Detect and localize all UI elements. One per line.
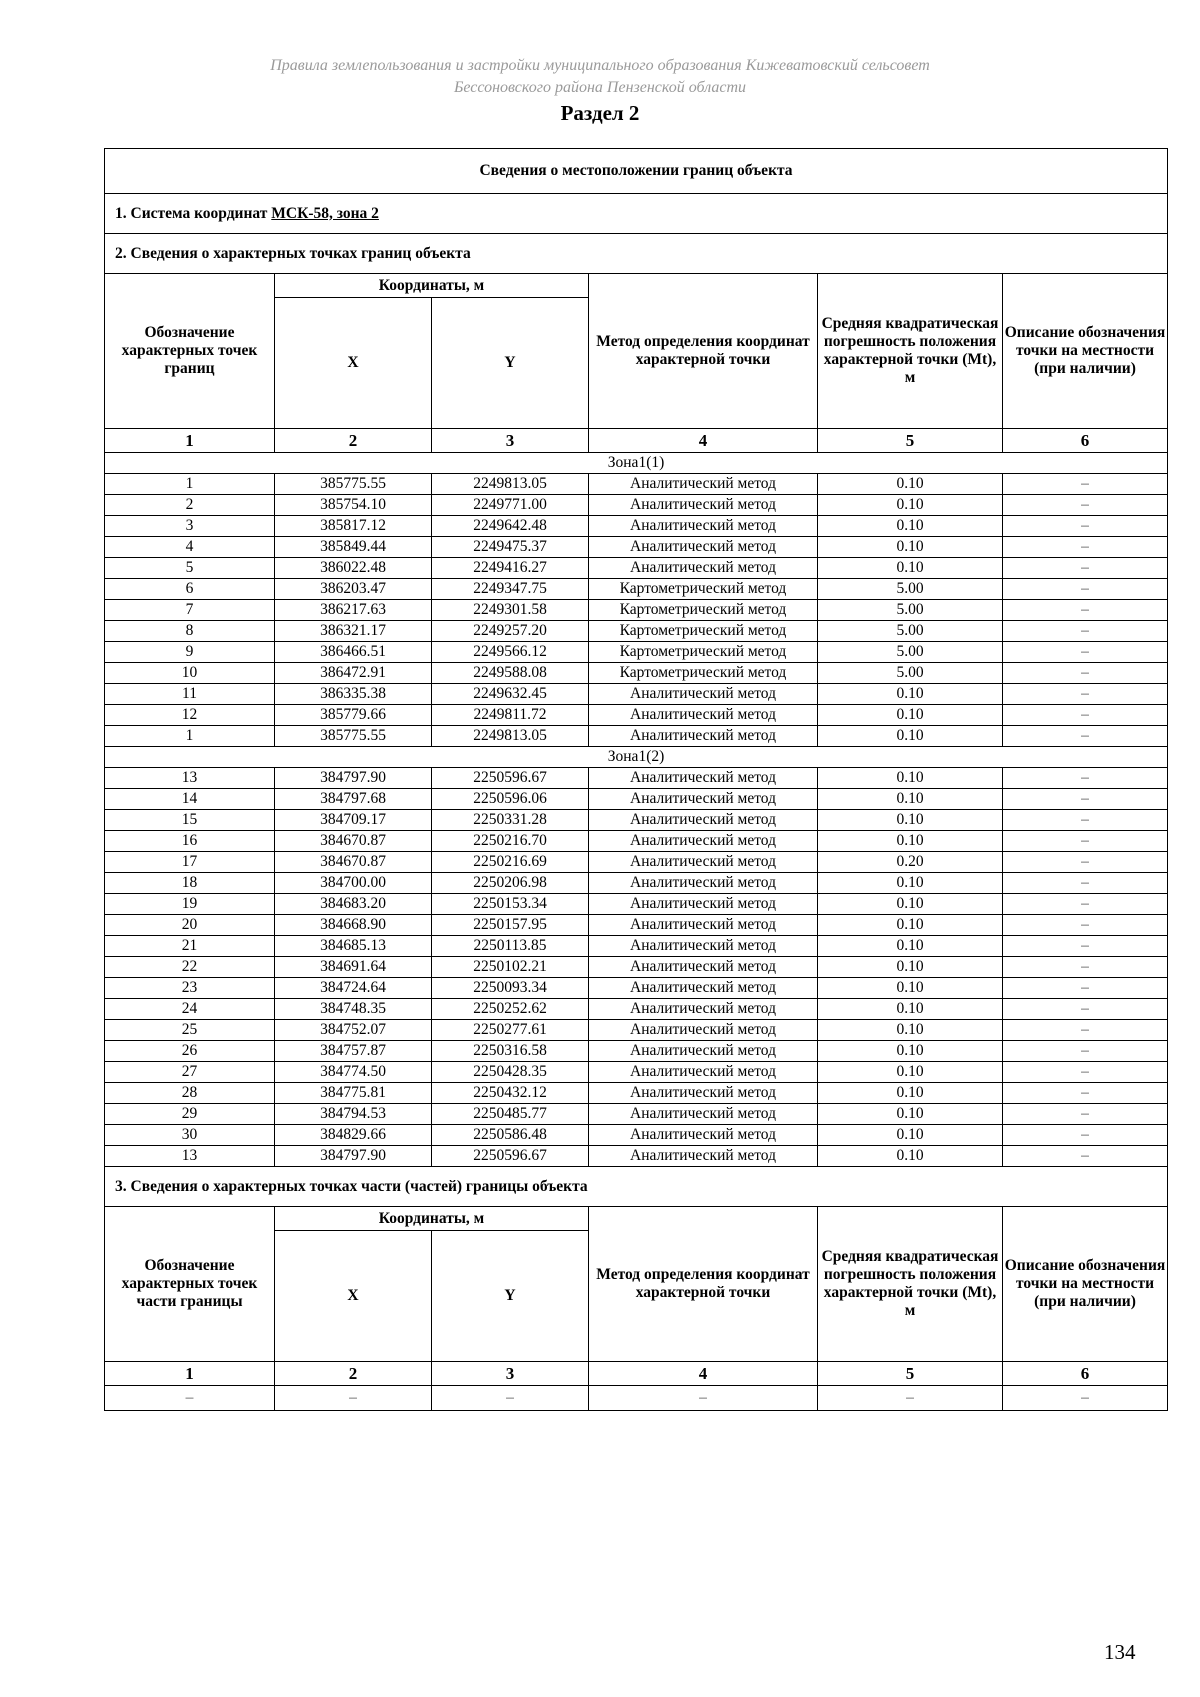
zone-label: Зона1(2) — [105, 747, 1168, 768]
part-col-coordinates-header: Координаты, м — [275, 1207, 589, 1231]
y-coordinate: 2250113.85 — [432, 936, 589, 957]
col-x-header: X — [275, 298, 432, 429]
y-coordinate: 2250596.06 — [432, 789, 589, 810]
point-id: 8 — [105, 621, 275, 642]
error: 0.10 — [818, 684, 1003, 705]
y-coordinate: 2250586.48 — [432, 1125, 589, 1146]
x-coordinate: 384691.64 — [275, 957, 432, 978]
column-number: 4 — [589, 1362, 818, 1386]
y-coordinate: 2250316.58 — [432, 1041, 589, 1062]
error: 0.10 — [818, 936, 1003, 957]
table-row — [105, 852, 1168, 873]
page-number: 134 — [1104, 1640, 1136, 1664]
x-coordinate: 386466.51 — [275, 642, 432, 663]
zone-row — [105, 453, 1168, 474]
error: 0.10 — [818, 1062, 1003, 1083]
coordinate-system-value: МСК-58, зона 2 — [271, 204, 379, 222]
description: – — [1003, 831, 1168, 852]
col-method-header: Метод определения координат характерной точки — [589, 274, 818, 429]
table-row — [105, 537, 1168, 558]
point-id: 13 — [105, 768, 275, 789]
table-row — [105, 789, 1168, 810]
point-id: 19 — [105, 894, 275, 915]
description: – — [1003, 516, 1168, 537]
column-number: 5 — [818, 429, 1003, 453]
table-row — [105, 495, 1168, 516]
table-row — [105, 474, 1168, 495]
point-id: 26 — [105, 1041, 275, 1062]
table-row — [105, 915, 1168, 936]
error: 0.10 — [818, 1083, 1003, 1104]
method: Аналитический метод — [589, 537, 818, 558]
method: Аналитический метод — [589, 936, 818, 957]
x-coordinate: 385779.66 — [275, 705, 432, 726]
x-coordinate: 384797.68 — [275, 789, 432, 810]
section-2-title: 2. Сведения о характерных точках границ объекта — [105, 234, 1168, 274]
x-coordinate: 384748.35 — [275, 999, 432, 1020]
y-coordinate: 2250206.98 — [432, 873, 589, 894]
method: Аналитический метод — [589, 726, 818, 747]
point-id: 17 — [105, 852, 275, 873]
point-id: 18 — [105, 873, 275, 894]
y-coordinate: 2249811.72 — [432, 705, 589, 726]
x-coordinate: 386217.63 — [275, 600, 432, 621]
col-description-header: Описание обозначения точки на местности (при наличии) — [1003, 274, 1168, 429]
method: Аналитический метод — [589, 978, 818, 999]
part-method: – — [589, 1386, 818, 1411]
method: Аналитический метод — [589, 852, 818, 873]
zone-row — [105, 747, 1168, 768]
table-row — [105, 936, 1168, 957]
point-id: 13 — [105, 1146, 275, 1167]
y-coordinate: 2249813.05 — [432, 726, 589, 747]
x-coordinate: 386321.17 — [275, 621, 432, 642]
point-id: 24 — [105, 999, 275, 1020]
x-coordinate: 384829.66 — [275, 1125, 432, 1146]
description: – — [1003, 1125, 1168, 1146]
method: Аналитический метод — [589, 999, 818, 1020]
description: – — [1003, 558, 1168, 579]
error: 0.10 — [818, 726, 1003, 747]
error: 5.00 — [818, 642, 1003, 663]
section-3-row — [105, 1167, 1168, 1207]
x-coordinate: 385817.12 — [275, 516, 432, 537]
description: – — [1003, 915, 1168, 936]
method: Аналитический метод — [589, 684, 818, 705]
x-coordinate: 385775.55 — [275, 474, 432, 495]
point-id: 4 — [105, 537, 275, 558]
y-coordinate: 2250277.61 — [432, 1020, 589, 1041]
error: 0.10 — [818, 705, 1003, 726]
y-coordinate: 2249642.48 — [432, 516, 589, 537]
x-coordinate: 386203.47 — [275, 579, 432, 600]
method: Картометрический метод — [589, 579, 818, 600]
y-coordinate: 2250428.35 — [432, 1062, 589, 1083]
y-coordinate: 2249257.20 — [432, 621, 589, 642]
boundary-table — [104, 148, 1168, 1411]
column-number: 6 — [1003, 429, 1168, 453]
x-coordinate: 384794.53 — [275, 1104, 432, 1125]
table-row — [105, 999, 1168, 1020]
part-header-row — [105, 1207, 1168, 1231]
x-coordinate: 384685.13 — [275, 936, 432, 957]
y-coordinate: 2249347.75 — [432, 579, 589, 600]
table-row — [105, 705, 1168, 726]
table-row — [105, 1041, 1168, 1062]
point-id: 23 — [105, 978, 275, 999]
method: Картометрический метод — [589, 621, 818, 642]
y-coordinate: 2249771.00 — [432, 495, 589, 516]
part-x-coordinate: – — [275, 1386, 432, 1411]
method: Аналитический метод — [589, 873, 818, 894]
y-coordinate: 2250252.62 — [432, 999, 589, 1020]
method: Картометрический метод — [589, 663, 818, 684]
error: 0.10 — [818, 1041, 1003, 1062]
x-coordinate: 384668.90 — [275, 915, 432, 936]
method: Аналитический метод — [589, 768, 818, 789]
table-row — [105, 894, 1168, 915]
x-coordinate: 384757.87 — [275, 1041, 432, 1062]
x-coordinate: 384670.87 — [275, 852, 432, 873]
method: Аналитический метод — [589, 516, 818, 537]
error: 0.10 — [818, 978, 1003, 999]
y-coordinate: 2249416.27 — [432, 558, 589, 579]
method: Аналитический метод — [589, 810, 818, 831]
x-coordinate: 384774.50 — [275, 1062, 432, 1083]
method: Аналитический метод — [589, 558, 818, 579]
column-number: 2 — [275, 429, 432, 453]
method: Аналитический метод — [589, 1125, 818, 1146]
y-coordinate: 2249813.05 — [432, 474, 589, 495]
table-row — [105, 1125, 1168, 1146]
method: Аналитический метод — [589, 894, 818, 915]
error: 0.10 — [818, 516, 1003, 537]
description: – — [1003, 579, 1168, 600]
error: 5.00 — [818, 663, 1003, 684]
x-coordinate: 384724.64 — [275, 978, 432, 999]
error: 5.00 — [818, 621, 1003, 642]
point-id: 1 — [105, 474, 275, 495]
x-coordinate: 385849.44 — [275, 537, 432, 558]
point-id: 1 — [105, 726, 275, 747]
part-col-x-header: X — [275, 1231, 432, 1362]
point-id: 11 — [105, 684, 275, 705]
table-row — [105, 684, 1168, 705]
table-row — [105, 663, 1168, 684]
table-row — [105, 810, 1168, 831]
description: – — [1003, 1041, 1168, 1062]
point-id: 7 — [105, 600, 275, 621]
description: – — [1003, 1062, 1168, 1083]
description: – — [1003, 1146, 1168, 1167]
method: Аналитический метод — [589, 1062, 818, 1083]
column-number: 1 — [105, 429, 275, 453]
x-coordinate: 386022.48 — [275, 558, 432, 579]
table-row — [105, 957, 1168, 978]
table-row — [105, 831, 1168, 852]
error: 0.10 — [818, 1125, 1003, 1146]
method: Аналитический метод — [589, 1104, 818, 1125]
table-row — [105, 1020, 1168, 1041]
col-designation-header: Обозначение характерных точек границ — [105, 274, 275, 429]
part-col-designation-header: Обозначение характерных точек части границы — [105, 1207, 275, 1362]
table-row — [105, 1104, 1168, 1125]
method: Аналитический метод — [589, 831, 818, 852]
description: – — [1003, 852, 1168, 873]
table-row — [105, 1146, 1168, 1167]
point-id: 27 — [105, 1062, 275, 1083]
x-coordinate: 384752.07 — [275, 1020, 432, 1041]
method: Картометрический метод — [589, 600, 818, 621]
x-coordinate: 384700.00 — [275, 873, 432, 894]
column-number: 4 — [589, 429, 818, 453]
method: Аналитический метод — [589, 1146, 818, 1167]
description: – — [1003, 1020, 1168, 1041]
error: 0.10 — [818, 957, 1003, 978]
description: – — [1003, 705, 1168, 726]
y-coordinate: 2249566.12 — [432, 642, 589, 663]
table-title: Сведения о местоположении границ объекта — [105, 149, 1168, 194]
document-header-line-1: Правила землепользования и застройки муниципального образования Кижеватовский сельсовет — [270, 57, 930, 74]
error: 0.20 — [818, 852, 1003, 873]
part-error: – — [818, 1386, 1003, 1411]
description: – — [1003, 621, 1168, 642]
point-id: 3 — [105, 516, 275, 537]
table-row — [105, 726, 1168, 747]
description: – — [1003, 642, 1168, 663]
description: – — [1003, 999, 1168, 1020]
error: 0.10 — [818, 1104, 1003, 1125]
zone-label: Зона1(1) — [105, 453, 1168, 474]
error: 0.10 — [818, 495, 1003, 516]
y-coordinate: 2250432.12 — [432, 1083, 589, 1104]
method: Аналитический метод — [589, 1041, 818, 1062]
table-row — [105, 873, 1168, 894]
y-coordinate: 2249588.08 — [432, 663, 589, 684]
col-coordinates-header: Координаты, м — [275, 274, 589, 298]
description: – — [1003, 684, 1168, 705]
description: – — [1003, 600, 1168, 621]
error: 0.10 — [818, 894, 1003, 915]
table-row — [105, 579, 1168, 600]
point-id: 30 — [105, 1125, 275, 1146]
table-row — [105, 768, 1168, 789]
method: Аналитический метод — [589, 495, 818, 516]
table-row — [105, 558, 1168, 579]
y-coordinate: 2250216.69 — [432, 852, 589, 873]
description: – — [1003, 726, 1168, 747]
y-coordinate: 2250157.95 — [432, 915, 589, 936]
point-id: 10 — [105, 663, 275, 684]
y-coordinate: 2250216.70 — [432, 831, 589, 852]
part-col-method-header: Метод определения координат характерной точки — [589, 1207, 818, 1362]
point-id: 21 — [105, 936, 275, 957]
document-header-line-2: Бессоновского района Пензенской области — [453, 79, 747, 96]
x-coordinate: 384683.20 — [275, 894, 432, 915]
column-number: 3 — [432, 429, 589, 453]
error: 0.10 — [818, 999, 1003, 1020]
table-row — [105, 1083, 1168, 1104]
col-y-header: Y — [432, 298, 589, 429]
table-row — [105, 642, 1168, 663]
y-coordinate: 2250596.67 — [432, 1146, 589, 1167]
column-number: 2 — [275, 1362, 432, 1386]
description: – — [1003, 663, 1168, 684]
description: – — [1003, 873, 1168, 894]
y-coordinate: 2250596.67 — [432, 768, 589, 789]
method: Аналитический метод — [589, 915, 818, 936]
section-heading: Раздел 2 — [560, 101, 640, 125]
error: 0.10 — [818, 558, 1003, 579]
point-id: 28 — [105, 1083, 275, 1104]
error: 0.10 — [818, 873, 1003, 894]
y-coordinate: 2249475.37 — [432, 537, 589, 558]
y-coordinate: 2250331.28 — [432, 810, 589, 831]
description: – — [1003, 495, 1168, 516]
description: – — [1003, 537, 1168, 558]
method: Аналитический метод — [589, 789, 818, 810]
part-col-error-header: Средняя квадратическая погрешность положения характерной точки (Mt), м — [818, 1207, 1003, 1362]
error: 0.10 — [818, 537, 1003, 558]
method: Картометрический метод — [589, 642, 818, 663]
error: 0.10 — [818, 915, 1003, 936]
x-coordinate: 384797.90 — [275, 1146, 432, 1167]
description: – — [1003, 474, 1168, 495]
part-col-description-header: Описание обозначения точки на местности (при наличии) — [1003, 1207, 1168, 1362]
coordinate-system-row — [105, 194, 1168, 234]
description: – — [1003, 936, 1168, 957]
column-numbers-row — [105, 429, 1168, 453]
part-table-row — [105, 1386, 1168, 1411]
error: 0.10 — [818, 768, 1003, 789]
error: 0.10 — [818, 789, 1003, 810]
table-row — [105, 978, 1168, 999]
point-id: 9 — [105, 642, 275, 663]
y-coordinate: 2249632.45 — [432, 684, 589, 705]
column-number: 6 — [1003, 1362, 1168, 1386]
point-id: 29 — [105, 1104, 275, 1125]
table-row — [105, 621, 1168, 642]
y-coordinate: 2250485.77 — [432, 1104, 589, 1125]
table-row — [105, 600, 1168, 621]
x-coordinate: 384797.90 — [275, 768, 432, 789]
table-row — [105, 516, 1168, 537]
table-row — [105, 1062, 1168, 1083]
point-id: 5 — [105, 558, 275, 579]
x-coordinate: 385775.55 — [275, 726, 432, 747]
part-y-coordinate: – — [432, 1386, 589, 1411]
y-coordinate: 2249301.58 — [432, 600, 589, 621]
x-coordinate: 386335.38 — [275, 684, 432, 705]
error: 5.00 — [818, 600, 1003, 621]
error: 0.10 — [818, 474, 1003, 495]
method: Аналитический метод — [589, 474, 818, 495]
y-coordinate: 2250093.34 — [432, 978, 589, 999]
point-id: 6 — [105, 579, 275, 600]
part-col-y-header: Y — [432, 1231, 589, 1362]
error: 0.10 — [818, 1146, 1003, 1167]
col-error-header: Средняя квадратическая погрешность положения характерной точки (Mt), м — [818, 274, 1003, 429]
point-id: 20 — [105, 915, 275, 936]
description: – — [1003, 978, 1168, 999]
coordinate-system-label: 1. Система координат — [115, 204, 272, 222]
y-coordinate: 2250153.34 — [432, 894, 589, 915]
x-coordinate: 386472.91 — [275, 663, 432, 684]
method: Аналитический метод — [589, 957, 818, 978]
x-coordinate: 384709.17 — [275, 810, 432, 831]
description: – — [1003, 810, 1168, 831]
point-id: 25 — [105, 1020, 275, 1041]
point-id: 22 — [105, 957, 275, 978]
description: – — [1003, 894, 1168, 915]
x-coordinate: 384670.87 — [275, 831, 432, 852]
description: – — [1003, 1104, 1168, 1125]
method: Аналитический метод — [589, 1020, 818, 1041]
column-number: 5 — [818, 1362, 1003, 1386]
point-id: 12 — [105, 705, 275, 726]
error: 0.10 — [818, 1020, 1003, 1041]
x-coordinate: 385754.10 — [275, 495, 432, 516]
point-id: 16 — [105, 831, 275, 852]
point-id: 15 — [105, 810, 275, 831]
x-coordinate: 384775.81 — [275, 1083, 432, 1104]
y-coordinate: 2250102.21 — [432, 957, 589, 978]
column-number: 1 — [105, 1362, 275, 1386]
part-column-numbers-row — [105, 1362, 1168, 1386]
column-number: 3 — [432, 1362, 589, 1386]
method: Аналитический метод — [589, 1083, 818, 1104]
description: – — [1003, 789, 1168, 810]
description: – — [1003, 957, 1168, 978]
description: – — [1003, 768, 1168, 789]
part-description: – — [1003, 1386, 1168, 1411]
error: 0.10 — [818, 831, 1003, 852]
error: 5.00 — [818, 579, 1003, 600]
point-id: 14 — [105, 789, 275, 810]
point-id: 2 — [105, 495, 275, 516]
section-3-title: 3. Сведения о характерных точках части (частей) границы объекта — [105, 1167, 1168, 1207]
error: 0.10 — [818, 810, 1003, 831]
part-point-id: – — [105, 1386, 275, 1411]
description: – — [1003, 1083, 1168, 1104]
method: Аналитический метод — [589, 705, 818, 726]
